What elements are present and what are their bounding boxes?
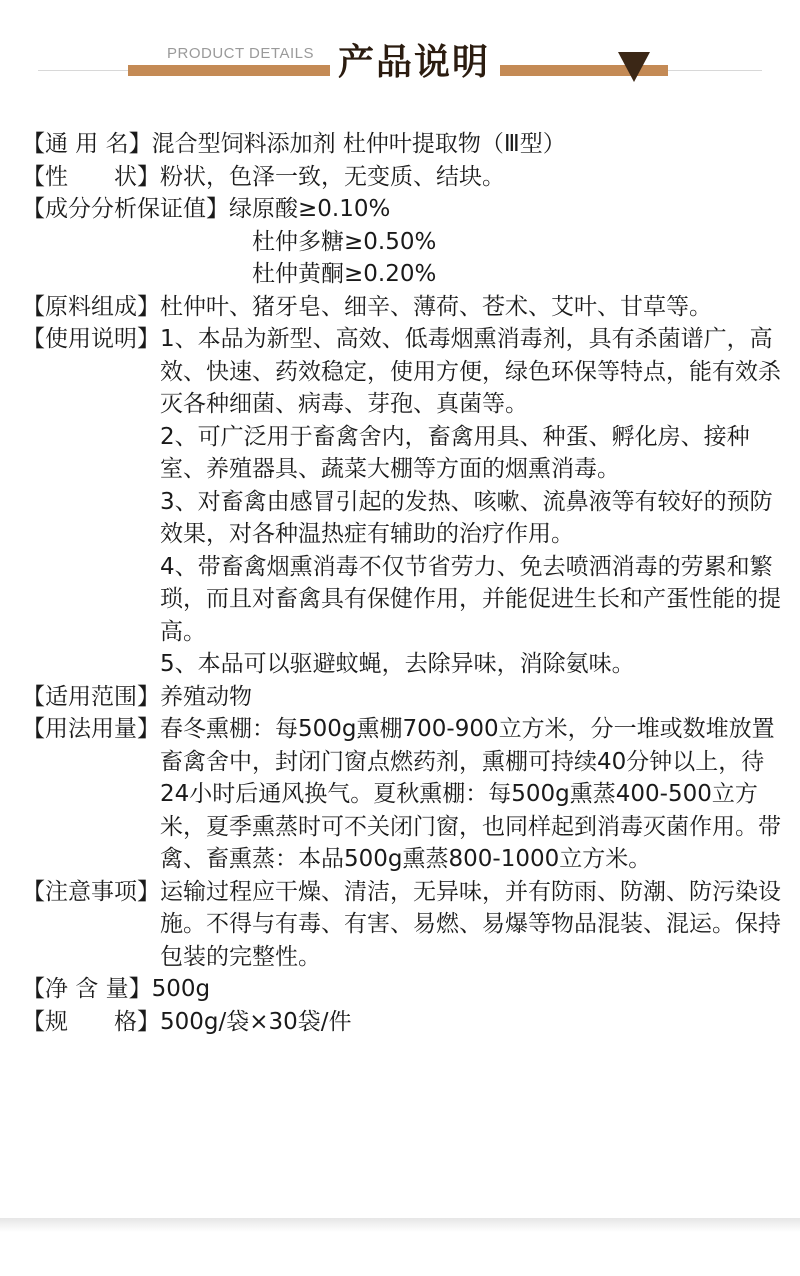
spec-text: 运输过程应干燥、清洁，无异味，并有防雨、防潮、防污染设施。不得与有毒、有害、易燃、易爆等物品混装、混运。保持包装的完整性。 [160, 878, 781, 970]
spec-value [160, 713, 792, 876]
spec-value [160, 291, 792, 324]
spec-text: 杜仲叶、猪牙皂、细辛、薄荷、苍术、艾叶、甘草等。 [160, 293, 712, 320]
section-header [0, 0, 800, 110]
spec-value [160, 876, 792, 974]
spec-row-guarantee [22, 193, 792, 226]
spec-text: 混合型饲料添加剂 杜仲叶提取物（Ⅲ型） [151, 131, 566, 157]
spec-value [152, 973, 792, 1006]
spec-text: 粉状，色泽一致，无变质、结块。 [160, 163, 505, 190]
spec-row-package [22, 1006, 792, 1039]
spec-label: 【净 含 量】 [22, 976, 152, 1002]
triangle-down-icon [618, 52, 650, 82]
spec-row-scope [22, 681, 792, 714]
spec-value [160, 323, 792, 681]
spec-row-dosage [22, 713, 792, 876]
spec-text: 500g [151, 976, 211, 1002]
spec-label: 【适用范围】 [22, 683, 160, 710]
spec-guarantee-flavone: 杜仲黄酮≥0.20% [252, 261, 437, 287]
spec-value [229, 193, 792, 226]
spec-row-notes [22, 876, 792, 974]
spec-row-usage [22, 323, 792, 681]
footer-divider [0, 1218, 800, 1232]
spec-value [160, 1006, 792, 1039]
spec-text: 绿原酸≥0.10% [229, 196, 391, 222]
page-title: 产品说明 [338, 42, 491, 83]
spec-text: 2、可广泛用于畜禽舍内，畜禽用具、种蛋、孵化房、接种室、养殖器具、蔬菜大棚等方面的烟熏消毒。 [160, 423, 750, 482]
spec-value [160, 681, 792, 714]
product-spec-list [22, 128, 792, 1038]
spec-label: 【原料组成】 [22, 293, 160, 320]
spec-label: 【用法用量】 [22, 716, 160, 742]
spec-row-appearance [22, 161, 792, 194]
spec-text: 500g/袋×30袋/件 [160, 1008, 352, 1035]
spec-row-common-name [22, 128, 792, 161]
spec-text: 5、本品可以驱避蚊蝇，去除异味，消除氨味。 [160, 651, 635, 677]
spec-label: 【性 状】 [22, 163, 160, 190]
spec-row-net-weight [22, 973, 792, 1006]
spec-text: 3、对畜禽由感冒引起的发热、咳嗽、流鼻液等有较好的预防效果，对各种温热症有辅助的治疗作用。 [160, 488, 773, 547]
spec-row-ingredients [22, 291, 792, 324]
spec-guarantee-polysaccharide: 杜仲多糖≥0.50% [252, 228, 437, 255]
spec-text: 1、本品为新型、高效、低毒烟熏消毒剂，具有杀菌谱广，高效、快速、药效稳定，使用方便，绿色环保等特点，能有效杀灭各种细菌、病毒、芽孢、真菌等。 [160, 326, 781, 417]
spec-label: 【成分分析保证值】 [22, 196, 229, 222]
spec-label: 【使用说明】 [22, 326, 160, 352]
spec-value [160, 161, 792, 194]
spec-label: 【注意事项】 [22, 878, 160, 905]
spec-value [152, 128, 792, 161]
header-subtitle: PRODUCT DETAILS [163, 45, 320, 62]
spec-label: 【规 格】 [22, 1008, 160, 1035]
spec-label: 【通 用 名】 [22, 131, 152, 157]
spec-text: 4、带畜禽烟熏消毒不仅节省劳力、免去喷洒消毒的劳累和繁琐，而且对畜禽具有保健作用，并能促进生长和产蛋性能的提高。 [160, 553, 781, 645]
spec-text: 春冬熏棚：每500g熏棚700-900立方米，分一堆或数堆放置畜禽舍中，封闭门窗点燃药剂，熏棚可持续40分钟以上，待24小时后通风换气。夏秋熏棚：每500g熏蒸400-500立方米，夏季熏蒸时可不关闭门窗，也同样起到消毒灭菌作用。带禽、畜熏蒸：本品500g熏蒸800-1000立方米。 [160, 716, 781, 872]
spec-text: 养殖动物 [160, 683, 252, 710]
